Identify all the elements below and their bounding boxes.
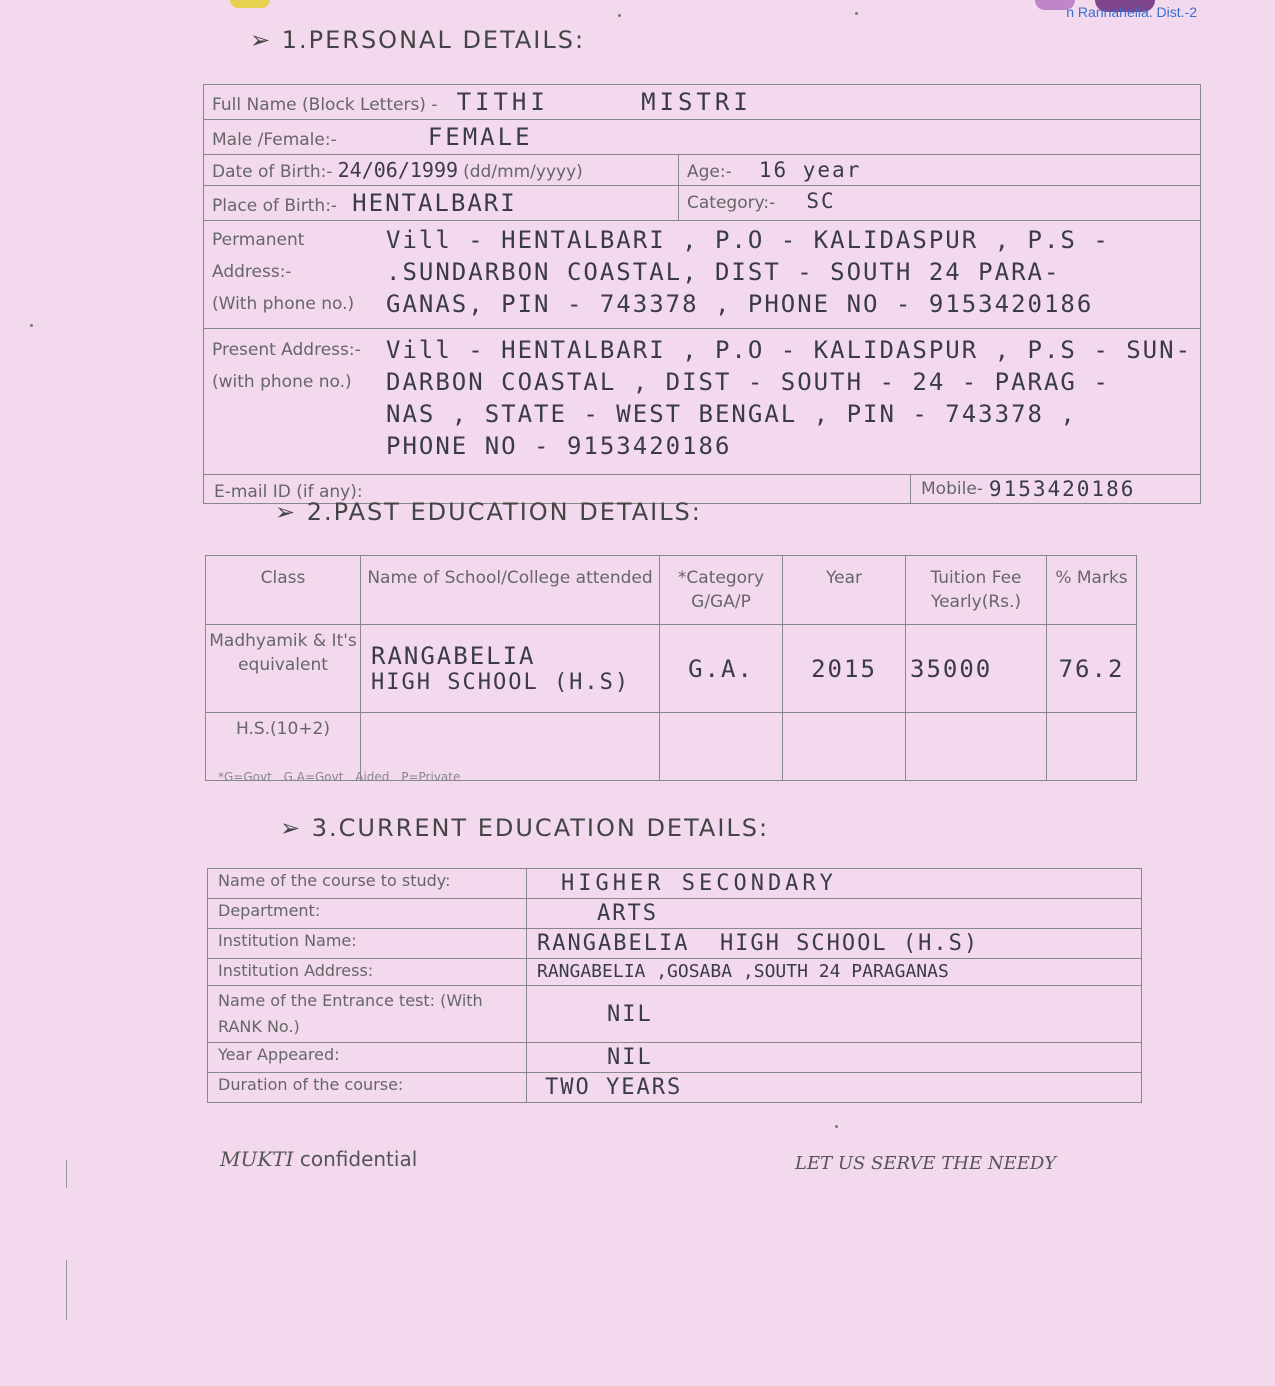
present-address-line: Vill - HENTALBARI , P.O - KALIDASPUR , P.S - SUN- xyxy=(386,336,1193,364)
email-label: E-mail ID (if any): xyxy=(214,482,363,502)
department-value: ARTS xyxy=(527,899,1142,929)
duration-label: Duration of the course: xyxy=(208,1073,527,1103)
yellow-mark xyxy=(230,0,270,8)
mobile-value: 9153420186 xyxy=(988,477,1136,501)
age-cell xyxy=(679,155,1201,186)
col-header-year: Year xyxy=(783,556,906,625)
empty-cell xyxy=(906,713,1047,781)
col-header-class: Class xyxy=(206,556,361,625)
present-phone-label: (with phone no.) xyxy=(212,372,352,392)
entrance-test-value: NIL xyxy=(527,986,1142,1043)
empty-cell xyxy=(783,713,906,781)
class-hs: H.S.(10+2) xyxy=(206,713,361,781)
pob-value: HENTALBARI xyxy=(352,189,517,217)
col-header-category: *Category G/GA/P xyxy=(660,556,783,625)
pob-cell xyxy=(204,186,679,221)
empty-cell xyxy=(660,713,783,781)
gender-value: FEMALE xyxy=(427,123,533,151)
age-value: 16 year xyxy=(758,158,862,182)
dob-cell xyxy=(204,155,679,186)
permanent-address-cell xyxy=(204,221,1201,329)
scan-mark xyxy=(66,1260,67,1320)
school-name-line: HIGH SCHOOL (H.S) xyxy=(371,670,631,695)
present-address-line: NAS , STATE - WEST BENGAL , PIN - 743378 , xyxy=(386,400,1077,428)
school-cell xyxy=(361,625,660,713)
duration-value: TWO YEARS xyxy=(527,1073,1142,1103)
scan-speck xyxy=(835,1125,838,1128)
permanent-address-line: Vill - HENTALBARI , P.O - KALIDASPUR , P.S - xyxy=(386,226,1110,254)
institution-name-label: Institution Name: xyxy=(208,929,527,959)
permanent-address-line: GANAS, PIN - 743378 , PHONE NO - 9153420186 xyxy=(386,290,1094,318)
present-address-line: DARBON COASTAL , DIST - SOUTH - 24 - PARAG - xyxy=(386,368,1110,396)
present-address-line: PHONE NO - 9153420186 xyxy=(386,432,732,460)
footer-confidential xyxy=(220,1147,417,1171)
year-value: 2015 xyxy=(783,625,906,713)
age-label: Age:- xyxy=(687,162,732,182)
present-address-label: Present Address:- xyxy=(212,340,361,360)
dob-value: 24/06/1999 xyxy=(337,158,459,182)
scan-mark xyxy=(66,1160,67,1188)
permanent-address-label: Permanent Address:- xyxy=(212,230,305,282)
gender-label: Male /Female:- xyxy=(212,130,337,150)
empty-cell xyxy=(1047,713,1137,781)
institution-name-value: RANGABELIA HIGH SCHOOL (H.S) xyxy=(527,929,1142,959)
brand-name: MUKTI xyxy=(220,1147,294,1171)
year-appeared-value: NIL xyxy=(527,1043,1142,1073)
personal-details-table xyxy=(203,84,1201,504)
confidential-text: confidential xyxy=(299,1147,418,1171)
present-address-cell xyxy=(204,329,1201,475)
category-value: SC xyxy=(806,189,836,213)
current-education-heading: ➢ 3.CURRENT EDUCATION DETAILS: xyxy=(280,814,770,842)
entrance-test-label: Name of the Entrance test: (With RANK No.) xyxy=(208,986,527,1043)
footer-motto: LET US SERVE THE NEEDY xyxy=(795,1153,1057,1174)
fee-value: 35000 xyxy=(906,625,1047,713)
col-header-marks: % Marks xyxy=(1047,556,1137,625)
col-header-school: Name of School/College attended xyxy=(361,556,660,625)
past-education-heading: ➢ 2.PAST EDUCATION DETAILS: xyxy=(275,498,702,526)
gender-row xyxy=(204,120,1201,155)
scan-speck xyxy=(618,14,621,17)
dob-format: (dd/mm/yyyy) xyxy=(463,162,583,182)
mobile-label: Mobile- xyxy=(921,479,983,499)
scan-speck xyxy=(855,12,858,15)
class-madhyamik: Madhyamik & It's equivalent xyxy=(206,625,361,713)
scan-speck xyxy=(30,324,33,327)
course-label: Name of the course to study: xyxy=(208,869,527,899)
department-label: Department: xyxy=(208,899,527,929)
category-value: G.A. xyxy=(660,625,783,713)
past-education-table xyxy=(205,555,1137,781)
pob-label: Place of Birth:- xyxy=(212,196,338,216)
course-value: HIGHER SECONDARY xyxy=(527,869,1142,899)
permanent-phone-label: (With phone no.) xyxy=(212,294,355,314)
institution-address-label: Institution Address: xyxy=(208,959,527,986)
year-appeared-label: Year Appeared: xyxy=(208,1043,527,1073)
stamp-text: n Rannahelia. Dist.-2 xyxy=(1066,4,1197,20)
dob-label: Date of Birth:- xyxy=(212,162,333,182)
full-name-label: Full Name (Block Letters) - xyxy=(212,95,438,115)
permanent-address-line: .SUNDARBON COASTAL, DIST - SOUTH 24 PARA- xyxy=(386,258,1061,286)
category-cell xyxy=(679,186,1201,221)
full-name-value: TITHI MISTRI xyxy=(456,88,752,116)
school-name-line: RANGABELIA xyxy=(371,642,536,670)
current-education-table xyxy=(207,868,1142,1103)
full-name-row xyxy=(204,85,1201,120)
col-header-fee: Tuition Fee Yearly(Rs.) xyxy=(906,556,1047,625)
institution-address-value: RANGABELIA ,GOSABA ,SOUTH 24 PARAGANAS xyxy=(527,959,1142,986)
marks-value: 76.2 xyxy=(1047,625,1137,713)
category-label: Category:- xyxy=(687,193,776,213)
category-footnote: *G=Govt G.A=Govt Aided P=Private xyxy=(218,770,461,784)
personal-heading: ➢ 1.PERSONAL DETAILS: xyxy=(250,26,586,54)
